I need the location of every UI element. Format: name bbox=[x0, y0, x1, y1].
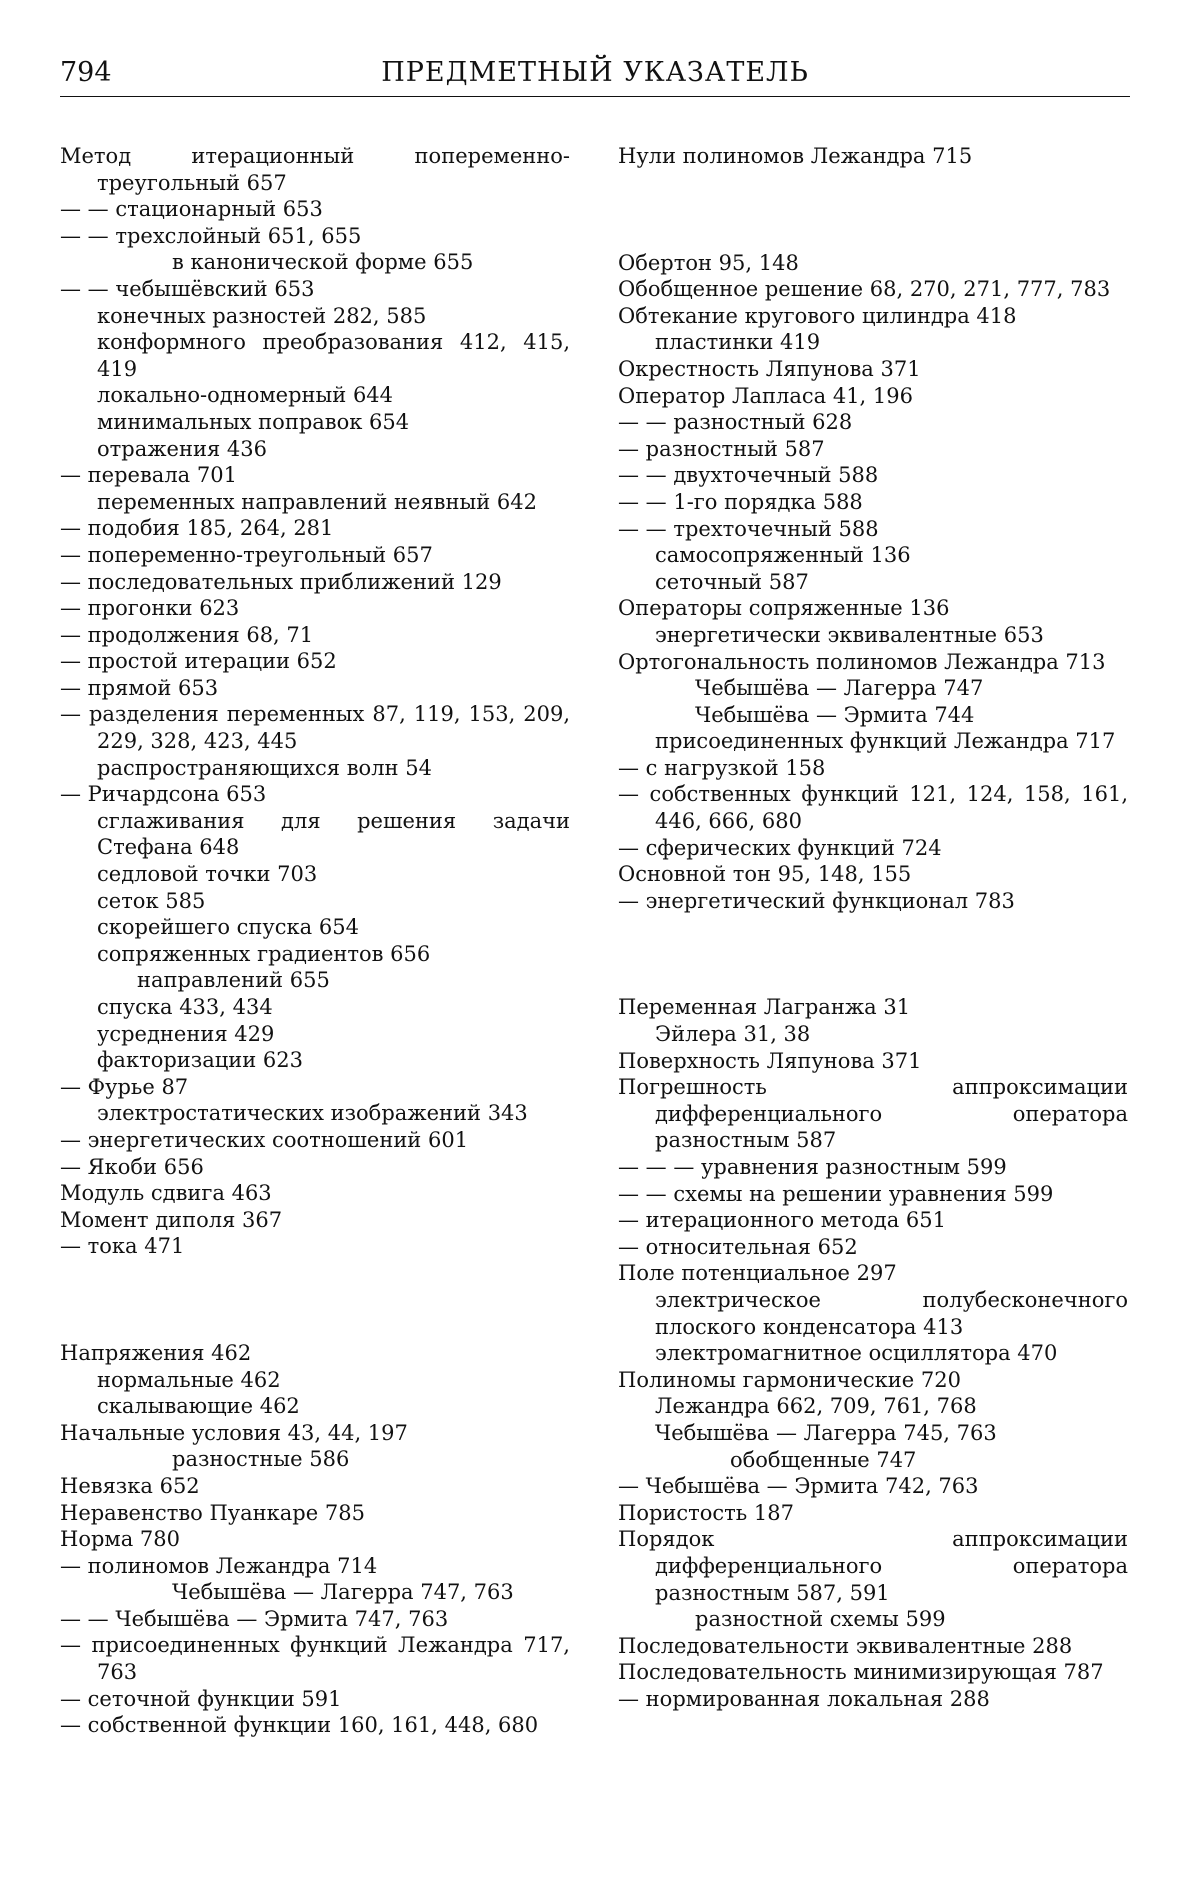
index-entry: сеток 585 bbox=[97, 888, 206, 913]
index-entry: в канонической форме 655 bbox=[172, 250, 474, 275]
index-entry: — сферических функций 724 bbox=[618, 835, 942, 860]
index-entry: — Чебышёва — Эрмита 742, 763 bbox=[618, 1474, 979, 1499]
index-entry: факторизации 623 bbox=[97, 1048, 304, 1073]
index-column-left bbox=[60, 143, 570, 1739]
index-entry: — Ричардсона 653 bbox=[60, 782, 267, 807]
index-entry: Момент диполя 367 bbox=[60, 1207, 283, 1232]
index-entry: — — схемы на решении уравнения 599 bbox=[618, 1181, 1054, 1206]
index-entry: направлений 655 bbox=[137, 968, 330, 993]
page-header bbox=[60, 56, 1130, 97]
index-entry: — последовательных приближений 129 bbox=[60, 569, 502, 594]
index-entry: самосопряженный 136 bbox=[655, 543, 911, 568]
index-entry: разностной схемы 599 bbox=[695, 1607, 946, 1632]
index-entry: энергетически эквивалентные 653 bbox=[655, 622, 1044, 647]
index-entry: — нормированная локальная 288 bbox=[618, 1686, 990, 1711]
index-entry: электромагнитное осциллятора 470 bbox=[655, 1341, 1058, 1366]
index-entry: спуска 433, 434 bbox=[97, 995, 273, 1019]
index-entry: Операторы сопряженные 136 bbox=[618, 596, 950, 621]
index-entry: Переменная Лагранжа 31 bbox=[618, 995, 911, 1020]
index-entry: Норма 780 bbox=[60, 1527, 181, 1552]
index-entry: Начальные условия 43, 44, 197 bbox=[60, 1420, 408, 1445]
index-entry: — собственных функций 121, 124, 158, 161, 446, 666, 680 bbox=[618, 782, 1128, 834]
index-entry: — подобия 185, 264, 281 bbox=[60, 516, 334, 541]
index-entry: Последовательность минимизирующая 787 bbox=[618, 1660, 1104, 1685]
index-entry: Чебышёва — Лагерра 747 bbox=[695, 676, 984, 701]
index-entry: усреднения 429 bbox=[97, 1021, 275, 1046]
index-entry: присоединенных функций Лежандра 717 bbox=[655, 729, 1116, 754]
index-entry: электрическое полубесконечного плоского конденсатора 413 bbox=[655, 1287, 1128, 1339]
index-entry: Нули полиномов Лежандра 715 bbox=[618, 144, 973, 168]
index-entry: скорейшего спуска 654 bbox=[97, 915, 359, 940]
index-entry: — собственной функции 160, 161, 448, 680 bbox=[60, 1713, 539, 1738]
index-entry: Неравенство Пуанкаре 785 bbox=[60, 1500, 365, 1525]
index-entry: — Фурье 87 bbox=[60, 1074, 189, 1099]
index-entry: — прямой 653 bbox=[60, 675, 219, 700]
index-entry: Поверхность Ляпунова 371 bbox=[618, 1048, 922, 1073]
index-entry: — — трехточечный 588 bbox=[618, 516, 879, 541]
index-entry: Погрешность аппроксимации дифференциального оператора разностным 587 bbox=[618, 1075, 1128, 1153]
index-entry: — простой итерации 652 bbox=[60, 649, 337, 674]
index-entry: — разделения переменных 87, 119, 153, 209, 229, 328, 423, 445 bbox=[60, 702, 570, 754]
index-entry: — прогонки 623 bbox=[60, 596, 240, 621]
index-entry: Окрестность Ляпунова 371 bbox=[618, 356, 921, 381]
index-entry: пластинки 419 bbox=[655, 330, 821, 355]
index-entry: Напряжения 462 bbox=[60, 1340, 252, 1365]
index-entry: Ортогональность полиномов Лежандра 713 bbox=[618, 649, 1106, 674]
index-entry: — — 1-го порядка 588 bbox=[618, 489, 863, 514]
index-entry: сопряженных градиентов 656 bbox=[97, 941, 431, 966]
index-entry: Оператор Лапласа 41, 196 bbox=[618, 383, 913, 408]
index-entry: Последовательности эквивалентные 288 bbox=[618, 1633, 1073, 1658]
index-entry: Лежандра 662, 709, 761, 768 bbox=[655, 1394, 977, 1419]
index-entry: Обтекание кругового цилиндра 418 bbox=[618, 303, 1017, 328]
index-entry: конформного преобразования 412, 415, 419 bbox=[97, 330, 570, 381]
index-entry: — сеточной функции 591 bbox=[60, 1686, 342, 1711]
section-gap bbox=[60, 1260, 570, 1340]
index-entry: — разностный 587 bbox=[618, 436, 825, 461]
index-entry: конечных разностей 282, 585 bbox=[97, 303, 427, 328]
index-entry: Чебышёва — Эрмита 744 bbox=[695, 702, 975, 727]
section-gap bbox=[618, 914, 1128, 994]
index-entry: — относительная 652 bbox=[618, 1234, 858, 1259]
index-entry: — — двухточечный 588 bbox=[618, 463, 879, 488]
index-entry: — энергетических соотношений 601 bbox=[60, 1127, 469, 1152]
index-entry: Невязка 652 bbox=[60, 1473, 200, 1498]
index-entry: скалывающие 462 bbox=[97, 1394, 300, 1419]
index-entry: седловой точки 703 bbox=[97, 862, 318, 887]
index-entry: Чебышёва — Лагерра 747, 763 bbox=[172, 1580, 514, 1605]
index-entry: — перевала 701 bbox=[60, 463, 237, 488]
index-entry: распространяющихся волн 54 bbox=[97, 755, 432, 780]
index-entry: отражения 436 bbox=[97, 436, 267, 461]
index-entry: Обобщенное решение 68, 270, 271, 777, 783 bbox=[618, 277, 1111, 302]
index-entry: Пористость 187 bbox=[618, 1500, 794, 1525]
index-entry: — — чебышёвский 653 bbox=[60, 276, 315, 301]
index-entry: Модуль сдвига 463 bbox=[60, 1181, 272, 1206]
index-entry: сглаживания для решения задачи Стефана 648 bbox=[97, 808, 570, 860]
index-entry: Порядок аппроксимации дифференциального оператора разностным 587, 591 bbox=[618, 1527, 1128, 1605]
index-entry: разностные 586 bbox=[172, 1447, 350, 1472]
index-entry: — — Чебышёва — Эрмита 747, 763 bbox=[60, 1606, 449, 1631]
index-entry: Основной тон 95, 148, 155 bbox=[618, 862, 912, 887]
index-entry: обобщенные 747 bbox=[730, 1447, 917, 1472]
index-entry: — Якоби 656 bbox=[60, 1154, 204, 1179]
index-entry: — — стационарный 653 bbox=[60, 197, 323, 222]
index-entry: — итерационного метода 651 bbox=[618, 1208, 947, 1233]
index-entry: Эйлера 31, 38 bbox=[655, 1022, 811, 1047]
index-entry: — — разностный 628 bbox=[618, 410, 853, 435]
index-entry: локально-одномерный 644 bbox=[97, 383, 394, 408]
index-column-right bbox=[618, 143, 1128, 1712]
index-entry: электростатических изображений 343 bbox=[97, 1101, 528, 1126]
index-entry: переменных направлений неявный 642 bbox=[97, 489, 537, 514]
index-entry: — — — уравнения разностным 599 bbox=[618, 1155, 1007, 1179]
index-entry: — попеременно-треугольный 657 bbox=[60, 542, 433, 567]
index-entry: — — трехслойный 651, 655 bbox=[60, 223, 362, 248]
index-entry: Чебышёва — Лагерра 745, 763 bbox=[655, 1420, 997, 1445]
index-entry: — продолжения 68, 71 bbox=[60, 622, 314, 647]
index-entry: — с нагрузкой 158 bbox=[618, 755, 826, 780]
index-entry: — присоединенных функций Лежандра 717, 763 bbox=[60, 1633, 570, 1685]
index-entry: — энергетический функционал 783 bbox=[618, 888, 1015, 913]
page-number: 794 bbox=[60, 57, 112, 88]
index-entry: Полиномы гармонические 720 bbox=[618, 1367, 961, 1392]
index-entry: — тока 471 bbox=[60, 1234, 185, 1259]
running-head: ПРЕДМЕТНЫЙ УКАЗАТЕЛЬ bbox=[381, 57, 809, 88]
index-entry: Поле потенциальное 297 bbox=[618, 1261, 897, 1286]
section-gap bbox=[618, 170, 1128, 250]
index-entry: — полиномов Лежандра 714 bbox=[60, 1553, 378, 1578]
index-entry: нормальные 462 bbox=[97, 1367, 281, 1392]
index-entry: сеточный 587 bbox=[655, 569, 809, 594]
index-entry: минимальных поправок 654 bbox=[97, 409, 410, 434]
index-entry: Обертон 95, 148 bbox=[618, 250, 799, 275]
index-entry: Метод итерационный попеременно-треугольный 657 bbox=[60, 144, 570, 195]
